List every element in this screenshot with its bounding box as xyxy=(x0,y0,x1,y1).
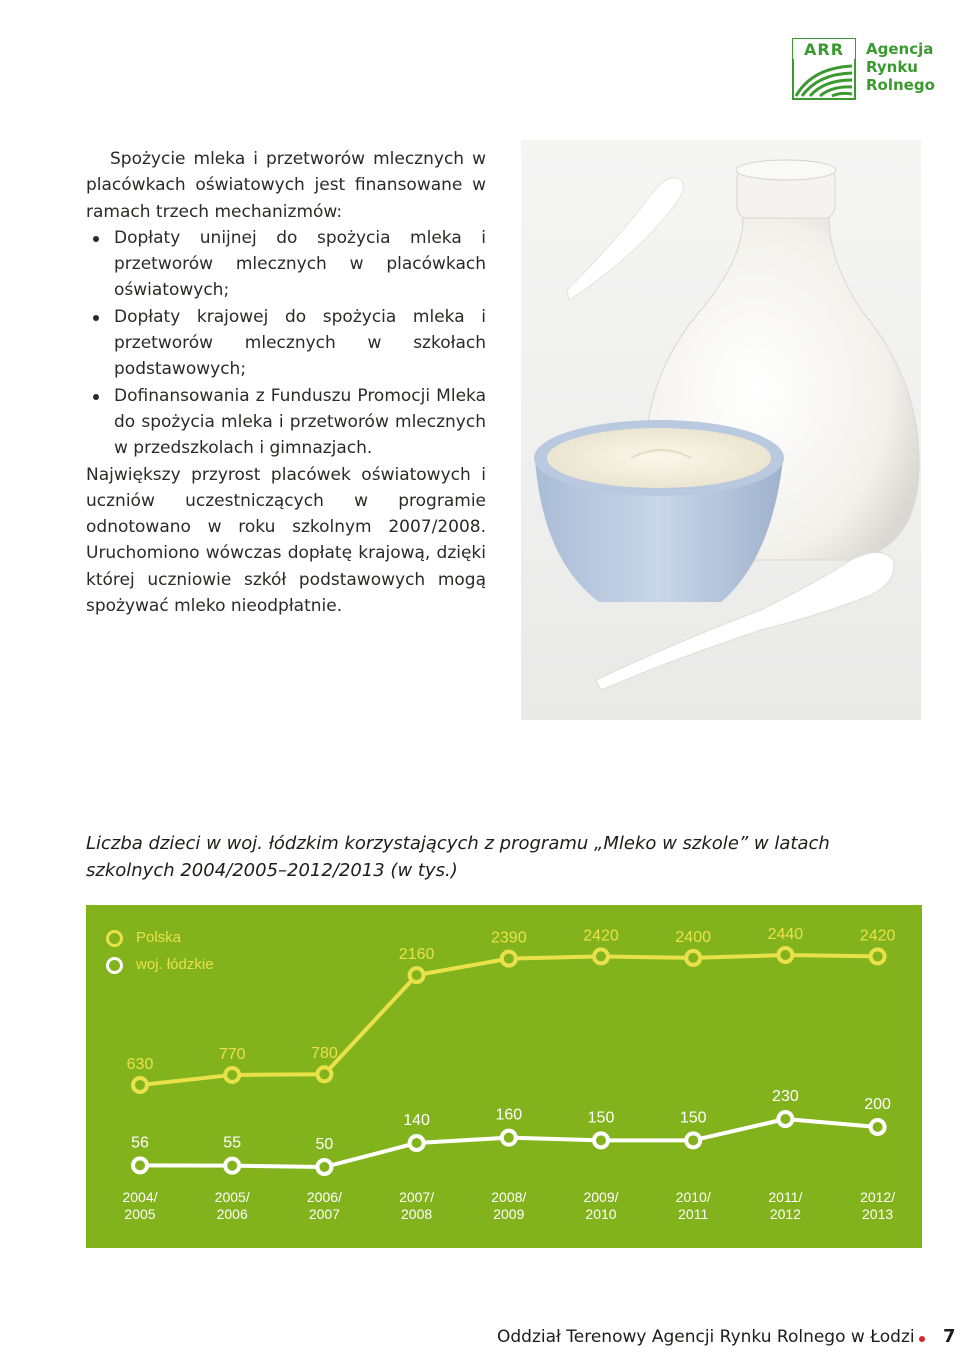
legend-marker-lodzkie xyxy=(106,957,123,974)
polska-value-label: 770 xyxy=(218,1045,246,1063)
lodzkie-value-label: 200 xyxy=(864,1096,891,1113)
polska-point xyxy=(778,948,792,962)
polska-value-label: 2420 xyxy=(583,927,619,945)
logo-line-1: Agencja xyxy=(866,40,934,58)
logo-line-3: Rolnego xyxy=(866,76,935,94)
footer-text: Oddział Terenowy Agencji Rynku Rolnego w Łodzi xyxy=(497,1327,915,1347)
lodzkie-point xyxy=(778,1112,792,1126)
polska-value-label: 2440 xyxy=(767,926,804,943)
polska-point xyxy=(686,951,700,965)
x-tick-label: 2012/ 2013 xyxy=(860,1189,896,1222)
page-number: 7 xyxy=(943,1326,956,1347)
polska-point xyxy=(133,1078,147,1092)
x-tick-label: 2006/ 2007 xyxy=(306,1189,342,1222)
polska-value-label: 2400 xyxy=(675,928,711,946)
lodzkie-point xyxy=(686,1133,700,1147)
x-tick-label: 2009/ 2010 xyxy=(583,1189,619,1222)
polska-point xyxy=(502,952,516,966)
lodzkie-value-label: 55 xyxy=(223,1134,242,1152)
lodzkie-value-label: 150 xyxy=(679,1109,707,1127)
lodzkie-point xyxy=(317,1160,331,1174)
x-tick-label: 2011/ 2012 xyxy=(768,1189,803,1222)
intro-paragraph: Spożycie mleka i przetworów mlecznych w placówkach oświatowych jest finansowane w ramach trzech mechanizmów: xyxy=(86,149,486,222)
polska-value-label: 630 xyxy=(126,1056,154,1073)
lodzkie-value-label: 140 xyxy=(403,1112,430,1129)
polska-point xyxy=(225,1068,239,1082)
lodzkie-point xyxy=(502,1131,516,1145)
polska-point xyxy=(594,949,608,963)
polska-line xyxy=(140,955,878,1085)
legend-label-lodzkie: woj. łódzkie xyxy=(136,956,214,973)
legend-label-polska: Polska xyxy=(136,929,182,946)
lodzkie-value-label: 150 xyxy=(587,1109,615,1127)
x-tick-label: 2005/ 2006 xyxy=(214,1189,250,1222)
chart-title: Liczba dzieci w woj. łódzkim korzystających z programu „Mleko w szkole” w latach szkolnych 2004/2005–2012/2013 (w tys.) xyxy=(86,833,830,881)
polska-value-label: 2160 xyxy=(398,946,435,964)
polska-point xyxy=(871,949,885,963)
lodzkie-point xyxy=(594,1133,608,1147)
logo-line-2: Rynku xyxy=(866,58,918,76)
dairy-illustration xyxy=(521,140,921,720)
mechanism-list xyxy=(86,225,486,462)
dairy-photo xyxy=(521,140,921,720)
x-tick-label: 2008/ 2009 xyxy=(491,1189,527,1222)
yogurt xyxy=(547,428,771,488)
lodzkie-value-label: 230 xyxy=(772,1088,799,1105)
polska-point xyxy=(317,1067,331,1081)
x-tick-label: 2004/ 2005 xyxy=(122,1189,158,1222)
lodzkie-point xyxy=(133,1158,147,1172)
polska-value-label: 2390 xyxy=(491,929,527,947)
lodzkie-value-label: 50 xyxy=(315,1136,334,1153)
lodzkie-point xyxy=(225,1159,239,1173)
chart-panel xyxy=(86,905,922,1248)
polska-value-label: 2420 xyxy=(859,927,896,945)
legend-marker-polska xyxy=(106,930,123,947)
back-spoon xyxy=(567,178,683,300)
polska-point xyxy=(410,968,424,982)
x-tick-label: 2007/ 2008 xyxy=(399,1189,435,1222)
mechanism-item: Dofinansowania z Funduszu Promocji Mleka do spożycia mleka i przetworów mlecznych w przedszkolach i gimnazjach. xyxy=(114,383,486,462)
polska-value-label: 780 xyxy=(311,1045,338,1063)
body-text xyxy=(86,146,486,619)
mechanism-item: Dopłaty unijnej do spożycia mleka i przetworów mlecznych w placówkach oświatowych; xyxy=(114,225,486,304)
arr-logo-name xyxy=(866,40,935,94)
footer-separator-dot xyxy=(919,1336,925,1342)
growth-paragraph: Największy przyrost placówek oświatowych i uczniów uczestniczących w programie odnotowano w roku szkolnym 2007/2008. Uruchomiono wówczas dopłatę krajową, dzięki której uczniowie szkół podstawowych mogą spożywać mleko nieodpłatnie. xyxy=(86,464,486,617)
lodzkie-value-label: 160 xyxy=(495,1106,523,1124)
lodzkie-value-label: 56 xyxy=(131,1134,149,1152)
lodzkie-point xyxy=(410,1136,424,1150)
x-tick-label: 2010/ 2011 xyxy=(675,1189,711,1222)
lodzkie-point xyxy=(871,1120,885,1134)
arr-logo-abbr: ARR xyxy=(803,40,845,59)
arr-logo xyxy=(792,38,952,100)
mechanism-item: Dopłaty krajowej do spożycia mleka i przetworów mlecznych w szkołach podstawowych; xyxy=(114,304,486,383)
